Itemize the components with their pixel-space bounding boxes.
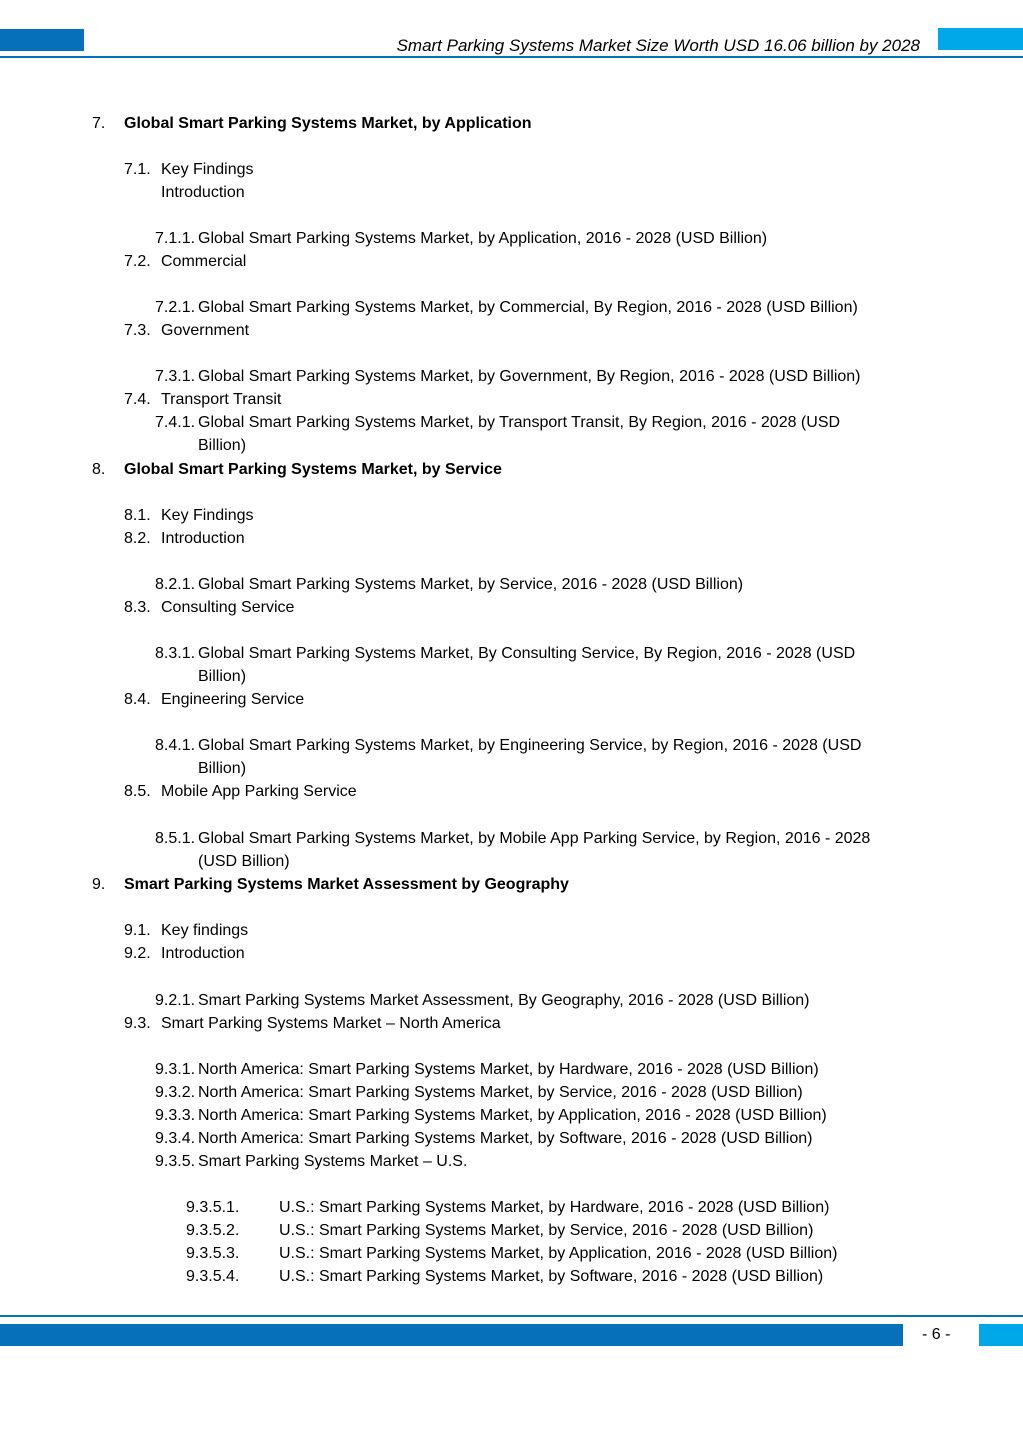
toc-entry-number: 7.3. — [124, 322, 151, 339]
toc-entry-number: 8.2.1. — [155, 576, 196, 593]
toc-entry-number: 9.3. — [124, 1015, 151, 1032]
toc-entry-title: Global Smart Parking Systems Market, by Service, 2016 - 2028 (USD Billion) — [198, 576, 744, 593]
header-rule — [0, 56, 1023, 58]
toc-entry-number: 8. — [92, 461, 106, 478]
toc-entry-number: 9.1. — [124, 922, 151, 939]
toc-entry-number: 7.4.1. — [155, 414, 196, 431]
page-number: - 6 - — [922, 1326, 951, 1343]
toc-entry-title: Smart Parking Systems Market – North America — [161, 1015, 501, 1032]
toc-entry-number: 7.4. — [124, 391, 151, 408]
toc-entry-title: Engineering Service — [161, 691, 305, 708]
toc-entry-title: Smart Parking Systems Market Assessment by Geography — [124, 876, 569, 893]
toc-entry-title: Commercial — [161, 253, 247, 270]
toc-entry-title: Billion) — [198, 760, 247, 777]
toc-entry-number: 8.1. — [124, 507, 151, 524]
toc-entry-title: Transport Transit — [161, 391, 282, 408]
toc-entry-title: U.S.: Smart Parking Systems Market, by Hardware, 2016 - 2028 (USD Billion) — [279, 1199, 830, 1216]
toc-entry-number: 7.1.1. — [155, 230, 196, 247]
toc-entry-number: 8.3.1. — [155, 645, 196, 662]
toc-entry-number: 9.3.5.1. — [186, 1199, 240, 1216]
toc-entry-number: 7. — [92, 115, 106, 132]
header-accent-bar-left — [0, 29, 84, 51]
toc-entry-number: 9.2. — [124, 945, 151, 962]
toc-entry-title: Introduction — [161, 184, 245, 201]
toc-entry-number: 9.2.1. — [155, 992, 196, 1009]
toc-entry-title: Smart Parking Systems Market – U.S. — [198, 1153, 468, 1170]
toc-entry-title: Key Findings — [161, 161, 254, 178]
toc-entry-title: Mobile App Parking Service — [161, 783, 357, 800]
toc-entry-number: 7.2. — [124, 253, 151, 270]
toc-entry-title: Global Smart Parking Systems Market, by Application — [124, 115, 532, 132]
toc-entry-title: North America: Smart Parking Systems Market, by Application, 2016 - 2028 (USD Billion) — [198, 1107, 827, 1124]
toc-entry-title: Introduction — [161, 945, 245, 962]
toc-entry-number: 9.3.3. — [155, 1107, 196, 1124]
document-header-title: Smart Parking Systems Market Size Worth USD 16.06 billion by 2028 — [396, 36, 920, 55]
toc-entry-number: 9.3.5. — [155, 1153, 196, 1170]
footer-accent-bar-left — [0, 1324, 903, 1346]
toc-entry-title: Global Smart Parking Systems Market, by Application, 2016 - 2028 (USD Billion) — [198, 230, 768, 247]
toc-entry-number: 9. — [92, 876, 106, 893]
toc-entry-title: North America: Smart Parking Systems Market, by Hardware, 2016 - 2028 (USD Billion) — [198, 1061, 819, 1078]
toc-entry-title: Global Smart Parking Systems Market, by Transport Transit, By Region, 2016 - 2028 (USD — [198, 414, 841, 431]
toc-entry-number: 8.2. — [124, 530, 151, 547]
toc-entry-title: Global Smart Parking Systems Market, by Service — [124, 461, 502, 478]
toc-entry-number: 8.4. — [124, 691, 151, 708]
toc-entry-number: 9.3.5.4. — [186, 1268, 240, 1285]
toc-entry-title: Global Smart Parking Systems Market, By Consulting Service, By Region, 2016 - 2028 (USD — [198, 645, 856, 662]
toc-entry-number: 8.5.1. — [155, 830, 196, 847]
footer-rule — [0, 1315, 1023, 1317]
toc-entry-number: 9.3.2. — [155, 1084, 196, 1101]
toc-entry-title: North America: Smart Parking Systems Market, by Software, 2016 - 2028 (USD Billion) — [198, 1130, 813, 1147]
toc-entry-number: 8.5. — [124, 783, 151, 800]
header-accent-bar-right — [938, 28, 1023, 50]
toc-entry-title: U.S.: Smart Parking Systems Market, by Software, 2016 - 2028 (USD Billion) — [279, 1268, 824, 1285]
toc-entry-number: 9.3.5.2. — [186, 1222, 240, 1239]
toc-entry-number: 7.1. — [124, 161, 151, 178]
toc-entry-title: Smart Parking Systems Market Assessment, By Geography, 2016 - 2028 (USD Billion) — [198, 992, 810, 1009]
toc-entry-title: U.S.: Smart Parking Systems Market, by Service, 2016 - 2028 (USD Billion) — [279, 1222, 814, 1239]
toc-entry-title: Consulting Service — [161, 599, 295, 616]
toc-entry-title: Global Smart Parking Systems Market, by Engineering Service, by Region, 2016 - 2028 (USD — [198, 737, 862, 754]
footer-accent-bar-right — [979, 1324, 1023, 1346]
toc-entry-number: 9.3.5.3. — [186, 1245, 240, 1262]
toc-entry-title: (USD Billion) — [198, 853, 290, 870]
toc-entry-title: U.S.: Smart Parking Systems Market, by Application, 2016 - 2028 (USD Billion) — [279, 1245, 838, 1262]
toc-entry-title: Billion) — [198, 668, 247, 685]
toc-entry-number: 9.3.1. — [155, 1061, 196, 1078]
toc-entry-title: Introduction — [161, 530, 245, 547]
toc-entry-title: North America: Smart Parking Systems Market, by Service, 2016 - 2028 (USD Billion) — [198, 1084, 803, 1101]
toc-entry-title: Billion) — [198, 437, 247, 454]
toc-entry-title: Key Findings — [161, 507, 254, 524]
toc-entry-title: Global Smart Parking Systems Market, by Commercial, By Region, 2016 - 2028 (USD Billion) — [198, 299, 858, 316]
toc-entry-title: Key findings — [161, 922, 249, 939]
toc-entry-number: 7.2.1. — [155, 299, 196, 316]
toc-entry-number: 8.3. — [124, 599, 151, 616]
toc-entry-number: 9.3.4. — [155, 1130, 196, 1147]
toc-entry-number: 8.4.1. — [155, 737, 196, 754]
toc-entry-title: Global Smart Parking Systems Market, by Government, By Region, 2016 - 2028 (USD Billion) — [198, 368, 861, 385]
toc-entry-number: 7.3.1. — [155, 368, 196, 385]
toc-entry-title: Government — [161, 322, 250, 339]
toc-entry-title: Global Smart Parking Systems Market, by Mobile App Parking Service, by Region, 2016 - 2028 — [198, 830, 871, 847]
